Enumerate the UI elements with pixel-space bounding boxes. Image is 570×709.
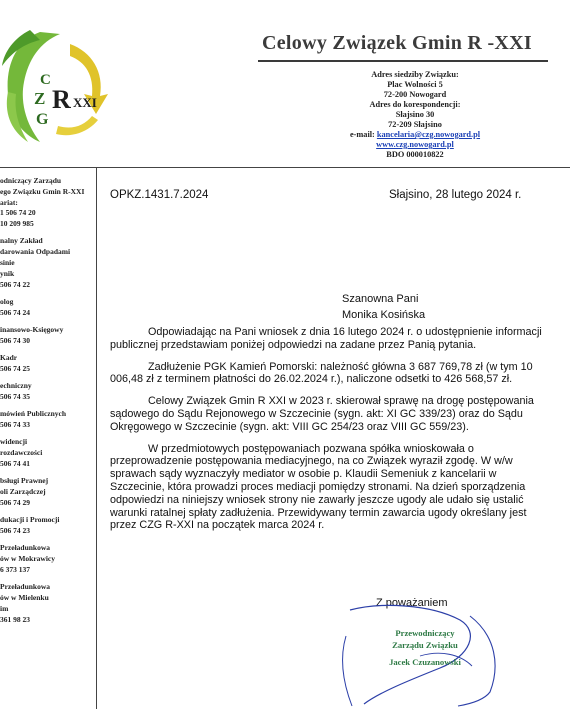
website-link[interactable]: www.czg.nowogard.pl bbox=[376, 140, 454, 149]
sidebar-divider bbox=[96, 167, 97, 709]
sidebar-line: darowania Odpadami bbox=[0, 247, 71, 257]
sidebar-line: ego Związku Gmin R-XXI bbox=[0, 186, 85, 196]
sidebar-line: 361 98 23 bbox=[0, 614, 30, 624]
sidebar-contact-block bbox=[0, 325, 96, 347]
bdo-number: BDO 000010822 bbox=[386, 150, 444, 159]
sidebar-line: Przeładunkowa bbox=[0, 582, 51, 592]
sidebar-contact-block bbox=[0, 543, 96, 575]
sidebar-line: ów w Mielenku bbox=[0, 593, 49, 602]
body-paragraph: Odpowiadając na Pani wniosek z dnia 16 lutego 2024 r. o udostępnienie informacji publicznej przedstawiam poniżej odpowiedzi na zadane przez Panią pytania. bbox=[110, 326, 542, 351]
sidebar-line: 6 373 137 bbox=[0, 564, 30, 574]
salutation-line: Szanowna Pani bbox=[342, 293, 419, 305]
sidebar-line: ariat: bbox=[0, 197, 18, 207]
sidebar-line: 1 506 74 20 bbox=[0, 208, 36, 218]
sidebar-line: inansowo-Księgowy bbox=[0, 325, 64, 335]
sidebar-contact-block bbox=[0, 236, 96, 290]
sidebar-line: 506 74 33 bbox=[0, 420, 30, 430]
address-line: 72-209 Słajsino bbox=[388, 120, 442, 129]
reference-number: OPKZ.1431.7.2024 bbox=[110, 189, 209, 201]
sidebar-contact-block bbox=[0, 409, 96, 431]
logo-roman-xxi: XXI bbox=[73, 95, 97, 110]
sidebar-contact-block bbox=[0, 582, 96, 625]
body-paragraph: Celowy Związek Gmin R XXI w 2023 r. skierował sprawę na drogę postępowania sądowego do Sądu Rejonowego w Szczecinie (sygn. akt: XI GC 339/23) oraz do Sądu Okręgowego w Szczecinie (sygn. akt: VIII GC 254/23 oraz VIII GC 559/23). bbox=[110, 395, 534, 433]
sidebar-line: odniczący Zarządu bbox=[0, 176, 62, 185]
title-divider bbox=[258, 60, 548, 62]
sidebar-line: nalny Zakład bbox=[0, 236, 43, 246]
sidebar-line: sinie bbox=[0, 258, 15, 268]
sidebar-line: 506 74 25 bbox=[0, 363, 30, 373]
email-link[interactable]: kancelaria@czg.nowogard.pl bbox=[376, 130, 481, 139]
sidebar-contact-block bbox=[0, 381, 96, 403]
organization-title: Celowy Związek Gmin R -XXI bbox=[262, 32, 533, 54]
sidebar-line: dukacji i Promocji bbox=[0, 515, 60, 525]
sidebar-line: rozdawczości bbox=[0, 448, 43, 458]
body-paragraph: W przedmiotowych postępowaniach pozwana spółka wnioskowała o przeprowadzenie postępowania mediacyjnego, na co Związek wyraził zgodę. W w/w sprawach sądy wyznaczyły mediator w osobie p. Klaudii Semeniuk z kancelarii w Szczecinie, która prowadzi proces mediacji pomiędzy stronami. Na dzień sporządzenia odpowiedzi na niniejszy wniosek strony nie zawarły jeszcze ugody ale udało się ustalić warunki ratalnej spłaty zadłużenia. Przewidywany termin zawarcia ugody określany jest przez CZG R-XXI na początek marca 2024 r. bbox=[110, 442, 527, 532]
sidebar-line: mówień Publicznych bbox=[0, 409, 67, 419]
address-line: Plac Wolności 5 bbox=[387, 80, 443, 89]
address-line: Słajsino 30 bbox=[395, 110, 435, 119]
sidebar-line: ynik bbox=[0, 268, 15, 278]
sidebar-contact-block bbox=[0, 476, 96, 508]
logo-letter-c: C bbox=[40, 72, 51, 88]
body-paragraph: Zadłużenie PGK Kamień Pomorski: należność główna 3 687 769,78 zł (w tym 10 006,48 zł z terminem płatności do 26.02.2024 r.), naliczone odsetki to 426 568,57 zł. bbox=[110, 360, 533, 386]
address-line: Adres siedziby Związku: bbox=[371, 70, 459, 79]
czg-logo bbox=[0, 22, 112, 148]
closing-regards: Z poważaniem bbox=[376, 597, 448, 609]
sidebar-line: im bbox=[0, 603, 9, 613]
place-date: Słajsino, 28 lutego 2024 r. bbox=[389, 189, 522, 201]
sidebar-line: widencji bbox=[0, 437, 28, 447]
sidebar-line: 506 74 41 bbox=[0, 459, 30, 469]
signature-stamp bbox=[370, 628, 480, 669]
sidebar-line: Kadr bbox=[0, 353, 18, 363]
logo-letter-g: G bbox=[36, 111, 49, 128]
email-line bbox=[330, 130, 500, 140]
sidebar-line: oli Zarządczej bbox=[0, 487, 46, 497]
stamp-line: Przewodniczący bbox=[395, 628, 455, 638]
sidebar-line: bsługi Prawnej bbox=[0, 476, 49, 486]
logo-letter-r: R bbox=[52, 85, 71, 114]
sidebar-line: Przeładunkowa bbox=[0, 543, 51, 553]
stamp-line: Zarządu Związku bbox=[392, 639, 458, 650]
sidebar-contact-block bbox=[0, 515, 96, 537]
logo-letter-z: Z bbox=[34, 89, 46, 108]
sidebar-line: ów w Mokrawicy bbox=[0, 554, 55, 564]
recipient bbox=[342, 291, 425, 323]
address-line: Adres do korespondencji: bbox=[369, 100, 461, 109]
sidebar-line: 506 74 24 bbox=[0, 307, 30, 317]
address-block bbox=[330, 70, 500, 160]
sidebar-contact-block bbox=[0, 297, 96, 319]
sidebar-line: 506 74 30 bbox=[0, 335, 30, 345]
sidebar-contact-block bbox=[0, 437, 96, 469]
contact-sidebar bbox=[0, 176, 96, 632]
sidebar-contact-block bbox=[0, 353, 96, 375]
sidebar-line: 506 74 29 bbox=[0, 497, 30, 507]
sidebar-line: olog bbox=[0, 296, 14, 306]
letter-body bbox=[110, 326, 548, 541]
stamp-signatory: Jacek Czuzanowski bbox=[389, 657, 461, 667]
sidebar-line: 10 209 985 bbox=[0, 219, 34, 229]
sidebar-line: 506 74 23 bbox=[0, 526, 30, 536]
sidebar-line: 506 74 35 bbox=[0, 392, 30, 402]
sidebar-line: echniczny bbox=[0, 381, 32, 391]
address-line: 72-200 Nowogard bbox=[383, 90, 447, 99]
email-label: e-mail: bbox=[349, 130, 375, 139]
sidebar-contact-block bbox=[0, 176, 96, 230]
sidebar-line: 506 74 22 bbox=[0, 279, 30, 289]
recipient-name: Monika Kosińska bbox=[342, 309, 426, 321]
header-divider bbox=[0, 167, 570, 168]
